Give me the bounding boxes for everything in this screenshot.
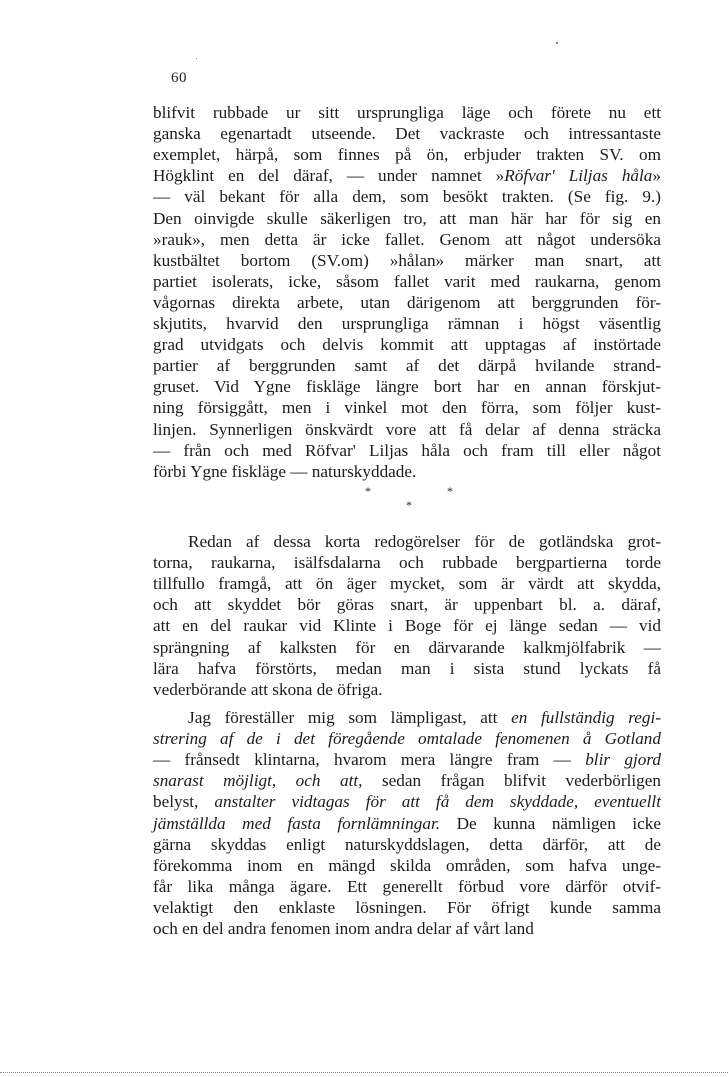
text-run: blifvit rubbade ur sitt ursprungliga läge och förete nu ett xyxy=(153,103,661,122)
page-number: 60 xyxy=(171,70,187,86)
text-run: tillfullo framgå, att ön äger mycket, som är värdt att skydda, xyxy=(153,574,661,594)
italic-text: anstalter vidtagas för att få dem skyddade, eventuellt xyxy=(214,792,661,812)
text-line xyxy=(153,615,661,636)
text-run: partier af berggrunden samt af det därpå hvilande strand- xyxy=(153,356,661,376)
italic-text: strering af de i det föregående omtalade fenomenen å Gotland xyxy=(153,729,661,749)
scan-speck xyxy=(196,58,197,59)
text-run: grad utvidgats och delvis kommit att upptagas af instörtade xyxy=(153,335,661,355)
text-run: förbi Ygne fiskläge — naturskyddade. xyxy=(153,461,417,481)
text-line xyxy=(153,679,661,700)
text-run: Högklint en del däraf, — under namnet » xyxy=(153,166,505,186)
italic-text: jämställda med fasta fornlämningar. xyxy=(153,813,441,833)
text-run: Redan af dessa korta redogörelser för de gotländska grot- xyxy=(188,532,661,551)
text-run: exemplet, härpå, som finnes på ön, erbjuder trakten SV. om xyxy=(153,145,661,165)
text-line xyxy=(153,876,661,897)
text-run: kustbältet bortom (SV.om) »hålan» märker man snart, att xyxy=(153,250,661,270)
text-run: — från och med Röfvar' Liljas håla och fram till eller något xyxy=(153,440,661,460)
text-run: sprängning af kalksten för en därvarande kalkmjölfabrik — xyxy=(153,637,661,657)
text-line xyxy=(153,208,661,229)
text-line xyxy=(153,397,661,418)
text-line xyxy=(153,594,661,615)
text-line xyxy=(153,123,661,144)
text-line xyxy=(153,419,661,440)
text-run: gärna skyddas enligt naturskyddslagen, detta därför, att de xyxy=(153,834,661,854)
text-line xyxy=(153,573,661,594)
italic-text: Röfvar' Liljas håla xyxy=(504,166,653,186)
text-run: får lika många ägare. Ett generellt förbud vore därför otvif- xyxy=(153,876,661,896)
text-line xyxy=(153,637,661,658)
text-line xyxy=(153,355,661,376)
text-line xyxy=(153,855,661,876)
text-line xyxy=(153,791,661,812)
text-run: förekomma inom en mängd skilda områden, som hafva unge- xyxy=(153,855,661,875)
text-line xyxy=(153,376,661,397)
text-run: partiet isolerats, icke, såsom fallet varit med raukarna, genom xyxy=(153,271,661,291)
italic-text: blir gjord xyxy=(585,750,661,770)
text-line xyxy=(153,552,661,573)
text-line xyxy=(153,813,661,834)
text-line xyxy=(153,144,661,165)
text-line xyxy=(153,897,661,918)
text-line xyxy=(153,440,661,461)
scan-edge-rule xyxy=(0,1072,728,1073)
italic-text: snarast möjligt, och att, xyxy=(153,771,363,791)
text-line xyxy=(153,728,661,749)
text-run: att en del raukar vid Klinte i Boge för ej länge sedan — vid xyxy=(153,616,661,636)
separator-star-right: * xyxy=(447,484,453,498)
separator-star-left: * xyxy=(365,484,371,498)
text-run: De kunna nämligen icke xyxy=(440,813,661,833)
text-line xyxy=(153,186,661,207)
text-run: Den oinvigde skulle säkerligen tro, att man här har för sig en xyxy=(153,208,661,228)
text-run: linjen. Synnerligen önskvärdt vore att få delar af denna sträcka xyxy=(153,419,661,439)
text-run: Jag föreställer mig som lämpligast, att xyxy=(188,708,512,727)
text-run: lära hafva förstörts, medan man i sista stund lyckats få xyxy=(153,658,661,678)
text-run: ning försiggått, men i vinkel mot den förra, som följer kust- xyxy=(153,398,661,418)
text-run: — väl bekant för alla dem, som besökt trakten. (Se fig. 9.) xyxy=(153,187,661,207)
text-run: vågornas direkta arbete, utan därigenom att berggrunden för- xyxy=(153,292,661,312)
italic-text: en fullständig regi- xyxy=(511,708,662,727)
separator-star-center: * xyxy=(406,498,412,512)
text-run: vederbörande att skona de öfriga. xyxy=(153,679,383,699)
text-line xyxy=(188,531,661,552)
text-run: » xyxy=(652,166,661,186)
text-line xyxy=(153,292,661,313)
text-line xyxy=(153,658,661,679)
text-run: sedan frågan blifvit vederbörligen xyxy=(362,771,661,791)
text-line xyxy=(153,229,661,250)
text-run: skjutits, hvarvid den ursprungliga rämnan i högst väsentlig xyxy=(153,314,661,333)
text-run: och en del andra fenomen inom andra delar af vårt land xyxy=(153,919,534,938)
text-line xyxy=(153,313,661,334)
text-run: belyst, xyxy=(153,792,215,812)
text-line xyxy=(188,707,661,728)
text-line xyxy=(153,770,661,791)
text-line xyxy=(153,461,661,482)
text-line xyxy=(153,749,661,770)
scan-speck xyxy=(556,42,558,44)
text-run: »rauk», men detta är icke fallet. Genom att något undersöka xyxy=(153,229,661,249)
text-line xyxy=(153,102,661,123)
text-line xyxy=(153,834,661,855)
text-run: gruset. Vid Ygne fiskläge längre bort har en annan förskjut- xyxy=(153,377,661,397)
section-separator xyxy=(360,484,460,514)
text-run: torna, raukarna, isälfsdalarna och rubbade bergpartierna torde xyxy=(153,553,661,573)
text-line xyxy=(153,334,661,355)
text-run: och att skyddet bör göras snart, är uppenbart bl. a. däraf, xyxy=(153,595,661,615)
text-line xyxy=(153,165,661,186)
text-line xyxy=(153,918,661,939)
text-line xyxy=(153,250,661,271)
text-run: — frånsedt klintarna, hvarom mera längre fram — xyxy=(153,750,586,770)
text-line xyxy=(153,271,661,292)
text-run: ganska egenartadt utseende. Det vackraste och intressantaste xyxy=(153,124,661,144)
text-run: velaktigt den enklaste lösningen. För öfrigt kunde samma xyxy=(153,897,661,917)
